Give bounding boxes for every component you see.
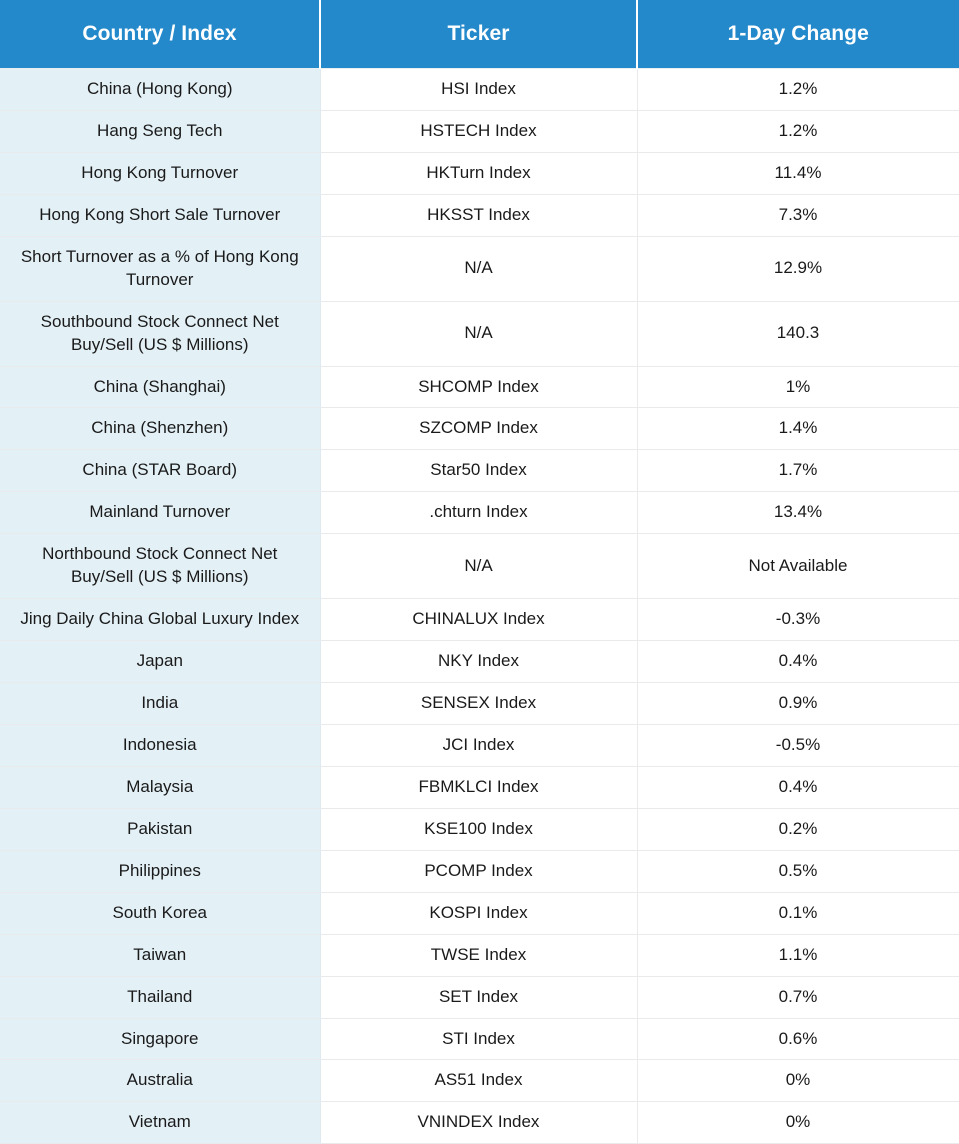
cell-one-day-change: 1.2% bbox=[637, 69, 959, 111]
table-row bbox=[0, 599, 959, 641]
cell-country: Japan bbox=[0, 641, 320, 683]
cell-country: Jing Daily China Global Luxury Index bbox=[0, 599, 320, 641]
cell-one-day-change: -0.5% bbox=[637, 724, 959, 766]
cell-one-day-change: 0% bbox=[637, 1060, 959, 1102]
cell-one-day-change: Not Available bbox=[637, 534, 959, 599]
cell-country: Indonesia bbox=[0, 724, 320, 766]
cell-one-day-change: 1.1% bbox=[637, 934, 959, 976]
cell-country: China (Hong Kong) bbox=[0, 69, 320, 111]
table-row bbox=[0, 1018, 959, 1060]
cell-ticker: HSTECH Index bbox=[320, 110, 637, 152]
cell-country: China (STAR Board) bbox=[0, 450, 320, 492]
table-row bbox=[0, 683, 959, 725]
cell-one-day-change: 0.9% bbox=[637, 683, 959, 725]
cell-country: Hong Kong Short Sale Turnover bbox=[0, 194, 320, 236]
table-body bbox=[0, 69, 959, 1144]
table-row bbox=[0, 850, 959, 892]
column-header-country[interactable]: Country / Index bbox=[0, 0, 320, 69]
cell-one-day-change: 140.3 bbox=[637, 301, 959, 366]
cell-one-day-change: 0% bbox=[637, 1102, 959, 1144]
cell-one-day-change: 0.1% bbox=[637, 892, 959, 934]
table-row bbox=[0, 724, 959, 766]
cell-country: Pakistan bbox=[0, 808, 320, 850]
table-row bbox=[0, 1060, 959, 1102]
cell-ticker: HKSST Index bbox=[320, 194, 637, 236]
cell-ticker: SENSEX Index bbox=[320, 683, 637, 725]
table-row bbox=[0, 808, 959, 850]
cell-ticker: NKY Index bbox=[320, 641, 637, 683]
table-row bbox=[0, 892, 959, 934]
table-row bbox=[0, 69, 959, 111]
cell-ticker: SET Index bbox=[320, 976, 637, 1018]
table-row bbox=[0, 366, 959, 408]
cell-country: Australia bbox=[0, 1060, 320, 1102]
cell-ticker: TWSE Index bbox=[320, 934, 637, 976]
cell-country: Northbound Stock Connect Net Buy/Sell (US $ Millions) bbox=[0, 534, 320, 599]
cell-country: China (Shenzhen) bbox=[0, 408, 320, 450]
table-row bbox=[0, 976, 959, 1018]
cell-ticker: AS51 Index bbox=[320, 1060, 637, 1102]
cell-country: Southbound Stock Connect Net Buy/Sell (US $ Millions) bbox=[0, 301, 320, 366]
cell-ticker: SZCOMP Index bbox=[320, 408, 637, 450]
cell-country: Short Turnover as a % of Hong Kong Turnover bbox=[0, 236, 320, 301]
cell-ticker: CHINALUX Index bbox=[320, 599, 637, 641]
cell-one-day-change: 0.4% bbox=[637, 766, 959, 808]
cell-ticker: Star50 Index bbox=[320, 450, 637, 492]
cell-one-day-change: 13.4% bbox=[637, 492, 959, 534]
cell-one-day-change: 7.3% bbox=[637, 194, 959, 236]
cell-one-day-change: 0.7% bbox=[637, 976, 959, 1018]
cell-country: Singapore bbox=[0, 1018, 320, 1060]
cell-country: Vietnam bbox=[0, 1102, 320, 1144]
table-row bbox=[0, 641, 959, 683]
cell-one-day-change: 12.9% bbox=[637, 236, 959, 301]
cell-ticker: SHCOMP Index bbox=[320, 366, 637, 408]
cell-country: Taiwan bbox=[0, 934, 320, 976]
table-row bbox=[0, 766, 959, 808]
cell-ticker: N/A bbox=[320, 236, 637, 301]
table-header-row bbox=[0, 0, 959, 69]
table-header bbox=[0, 0, 959, 69]
cell-country: Malaysia bbox=[0, 766, 320, 808]
cell-country: South Korea bbox=[0, 892, 320, 934]
cell-one-day-change: 11.4% bbox=[637, 152, 959, 194]
cell-one-day-change: -0.3% bbox=[637, 599, 959, 641]
cell-country: Philippines bbox=[0, 850, 320, 892]
table-row bbox=[0, 534, 959, 599]
cell-one-day-change: 0.6% bbox=[637, 1018, 959, 1060]
table-row bbox=[0, 194, 959, 236]
table-row bbox=[0, 110, 959, 152]
cell-ticker: STI Index bbox=[320, 1018, 637, 1060]
cell-ticker: VNINDEX Index bbox=[320, 1102, 637, 1144]
table-row bbox=[0, 492, 959, 534]
cell-one-day-change: 1.7% bbox=[637, 450, 959, 492]
cell-country: Hang Seng Tech bbox=[0, 110, 320, 152]
table-row bbox=[0, 236, 959, 301]
cell-ticker: KSE100 Index bbox=[320, 808, 637, 850]
cell-ticker: JCI Index bbox=[320, 724, 637, 766]
cell-country: Mainland Turnover bbox=[0, 492, 320, 534]
cell-one-day-change: 1% bbox=[637, 366, 959, 408]
cell-ticker: .chturn Index bbox=[320, 492, 637, 534]
cell-ticker: HSI Index bbox=[320, 69, 637, 111]
table-row bbox=[0, 1102, 959, 1144]
cell-country: India bbox=[0, 683, 320, 725]
cell-ticker: N/A bbox=[320, 301, 637, 366]
cell-country: Thailand bbox=[0, 976, 320, 1018]
table-row bbox=[0, 934, 959, 976]
table-row bbox=[0, 450, 959, 492]
cell-one-day-change: 1.2% bbox=[637, 110, 959, 152]
cell-ticker: N/A bbox=[320, 534, 637, 599]
table-row bbox=[0, 408, 959, 450]
table-row bbox=[0, 301, 959, 366]
cell-country: Hong Kong Turnover bbox=[0, 152, 320, 194]
cell-country: China (Shanghai) bbox=[0, 366, 320, 408]
cell-one-day-change: 0.2% bbox=[637, 808, 959, 850]
cell-ticker: KOSPI Index bbox=[320, 892, 637, 934]
cell-ticker: PCOMP Index bbox=[320, 850, 637, 892]
cell-one-day-change: 0.5% bbox=[637, 850, 959, 892]
cell-ticker: HKTurn Index bbox=[320, 152, 637, 194]
column-header-ticker[interactable]: Ticker bbox=[320, 0, 637, 69]
cell-one-day-change: 1.4% bbox=[637, 408, 959, 450]
cell-one-day-change: 0.4% bbox=[637, 641, 959, 683]
cell-ticker: FBMKLCI Index bbox=[320, 766, 637, 808]
table-row bbox=[0, 152, 959, 194]
column-header-change[interactable]: 1-Day Change bbox=[637, 0, 959, 69]
